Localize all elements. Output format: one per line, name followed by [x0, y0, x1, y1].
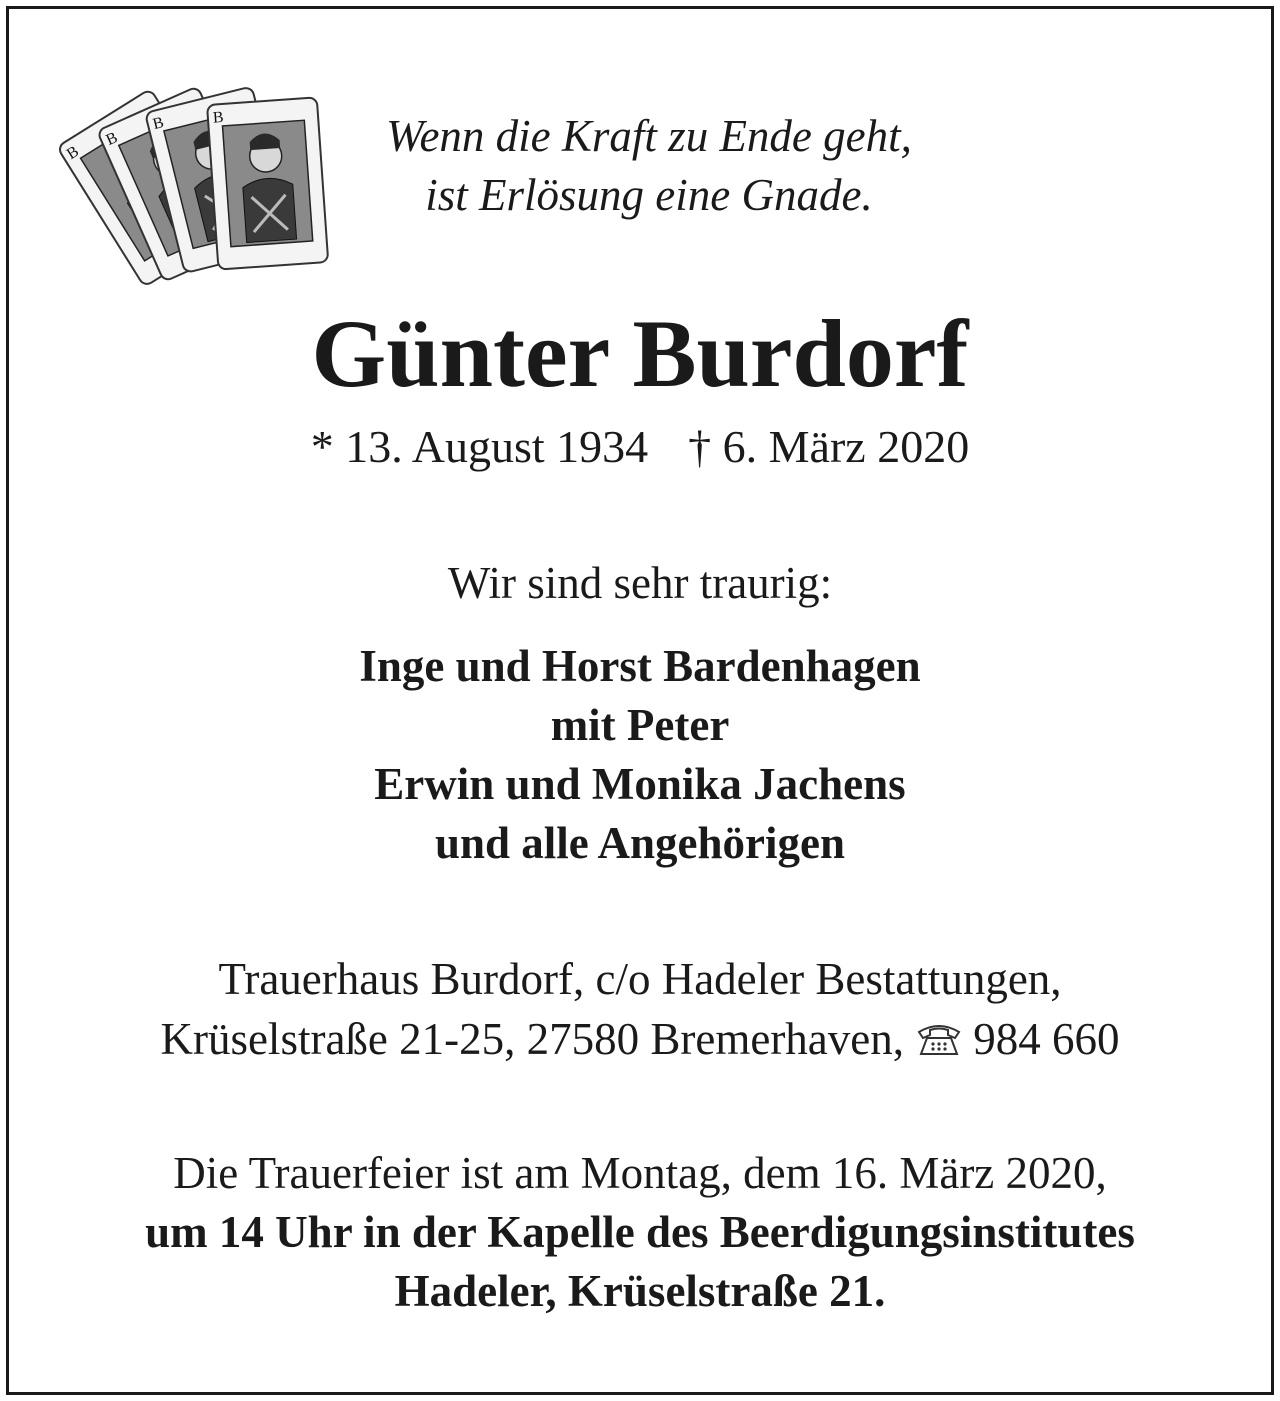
motto [309, 107, 989, 225]
deceased-name: Günter Burdorf [311, 300, 969, 407]
card-3-letter: B [151, 114, 166, 134]
funeral-service-info [9, 1144, 1271, 1321]
address-line-1: Trauerhaus Burdorf, c/o Hadeler Bestattungen, [218, 954, 1062, 1004]
service-line-2: um 14 Uhr in der Kapelle des Beerdigungsinstitutes [145, 1207, 1135, 1257]
mourner-line: mit Peter [550, 700, 730, 750]
mourner-line: und alle Angehörigen [434, 818, 846, 868]
card-2-letter: B [103, 129, 121, 150]
birth-date: * 13. August 1934 [310, 421, 649, 472]
address-street: Krüselstraße 21-25, 27580 Bremerhaven, [160, 1014, 905, 1064]
card-4-letter: B [212, 108, 225, 127]
card-1-letter: B [63, 142, 82, 164]
phone-number: 984 660 [973, 1014, 1120, 1064]
motto-line-1: Wenn die Kraft zu Ende geht, [386, 111, 912, 161]
service-line-1: Die Trauerfeier ist am Montag, dem 16. März 2020, [173, 1148, 1107, 1198]
life-dates [9, 417, 1271, 477]
service-line-3: Hadeler, Krüselstraße 21. [394, 1266, 886, 1316]
mourners-list [9, 637, 1271, 873]
intro-text: Wir sind sehr traurig: [447, 558, 833, 608]
obituary-content [9, 9, 1271, 1392]
obituary-frame [6, 6, 1274, 1395]
mourning-house-address [9, 949, 1271, 1069]
mourner-line: Erwin und Monika Jachens [374, 759, 906, 809]
death-date: † 6. März 2020 [688, 421, 970, 472]
motto-line-2: ist Erlösung eine Gnade. [425, 170, 873, 220]
telephone-icon [915, 1018, 963, 1058]
mourner-line: Inge und Horst Bardenhagen [359, 641, 921, 691]
address-line-2 [9, 1009, 1271, 1069]
